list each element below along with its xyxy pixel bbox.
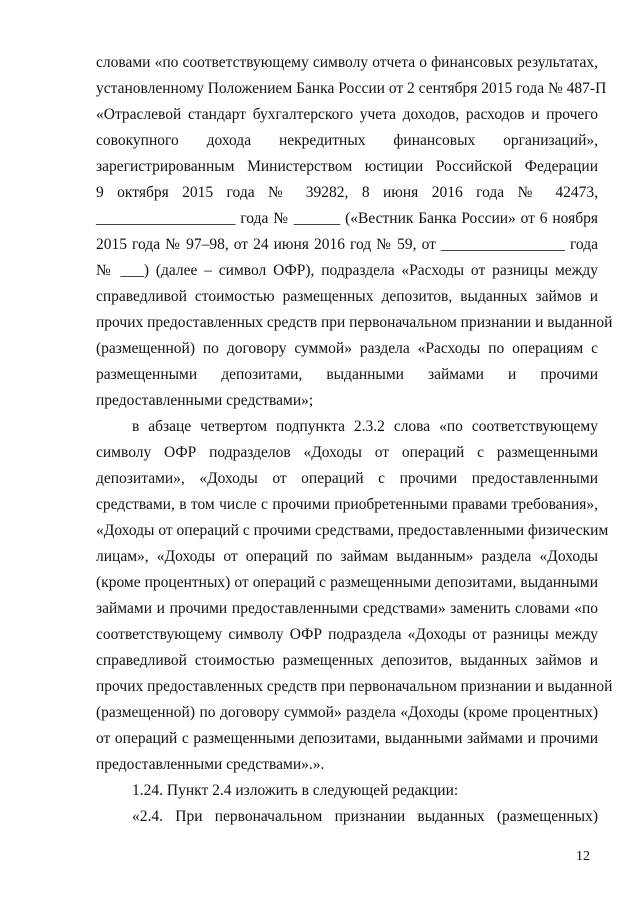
text-line: __________________ года № ______ («Вестник Банка России» от 6 ноября [96,210,598,227]
paragraph-start-line: 1.24. Пункт 2.4 изложить в следующей редакции: [132,782,459,799]
text-line: 9 октября 2015 года № 39282, 8 июня 2016 года № 42473, [96,184,598,201]
text-line: зарегистрированным Министерством юстиции Российской Федерации [96,158,598,175]
text-line: установленному Положением Банка России от 2 сентября 2015 года № 487-П [96,80,607,97]
paragraph-start-line: «2.4. При первоначальном признании выданных (размещенных) [132,808,598,825]
text-line: (размещенной) по договору суммой» раздела «Расходы по операциям с [96,340,598,357]
text-line: предоставленными средствами».». [96,756,325,773]
text-line: совокупного дохода некредитных финансовых организаций», [96,132,598,149]
paragraph-start-line: в абзаце четвертом подпункта 2.3.2 слова «по соответствующему [132,418,598,435]
text-line: лицам», «Доходы от операций по займам выданным» раздела «Доходы [96,548,598,565]
text-line: «Доходы от операций с прочими средствами, предоставленными физическим [96,522,609,539]
text-line: № ___) (далее – символ ОФР), подраздела «Расходы от разницы между [96,262,598,279]
text-line: прочих предоставленных средств при первоначальном признании и выданной [96,678,613,695]
text-line: справедливой стоимостью размещенных депозитов, выданных займов и [96,288,598,305]
text-line: (размещенной) по договору суммой» раздела «Доходы (кроме процентных) [96,704,598,721]
text-line: займами и прочими предоставленными средствами» заменить словами «по [96,600,598,617]
text-line: словами «по соответствующему символу отчета о финансовых результатах, [96,54,598,71]
text-line: (кроме процентных) от операций с размещенными депозитами, выданными [96,574,598,591]
text-line: депозитами», «Доходы от операций с прочими предоставленными [96,470,598,487]
text-line: символу ОФР подразделов «Доходы от операций с размещенными [96,444,598,461]
text-line: предоставленными средствами»; [96,392,314,409]
text-line: соответствующему символу ОФР подраздела «Доходы от разницы между [96,626,598,643]
text-line: «Отраслевой стандарт бухгалтерского учета доходов, расходов и прочего [96,106,598,123]
document-body [96,50,613,830]
text-line: прочих предоставленных средств при первоначальном признании и выданной [96,314,613,331]
text-line: от операций с размещенными депозитами, выданными займами и прочими [96,730,598,747]
page-number: 12 [576,849,590,864]
text-line: справедливой стоимостью размещенных депозитов, выданных займов и [96,652,598,669]
text-line: размещенными депозитами, выданными займами и прочими [96,366,598,383]
text-line: 2015 года № 97–98, от 24 июня 2016 год № 59, от ________________ года [96,236,598,253]
text-line: средствами, в том числе с прочими приобретенными правами требования», [96,496,598,513]
